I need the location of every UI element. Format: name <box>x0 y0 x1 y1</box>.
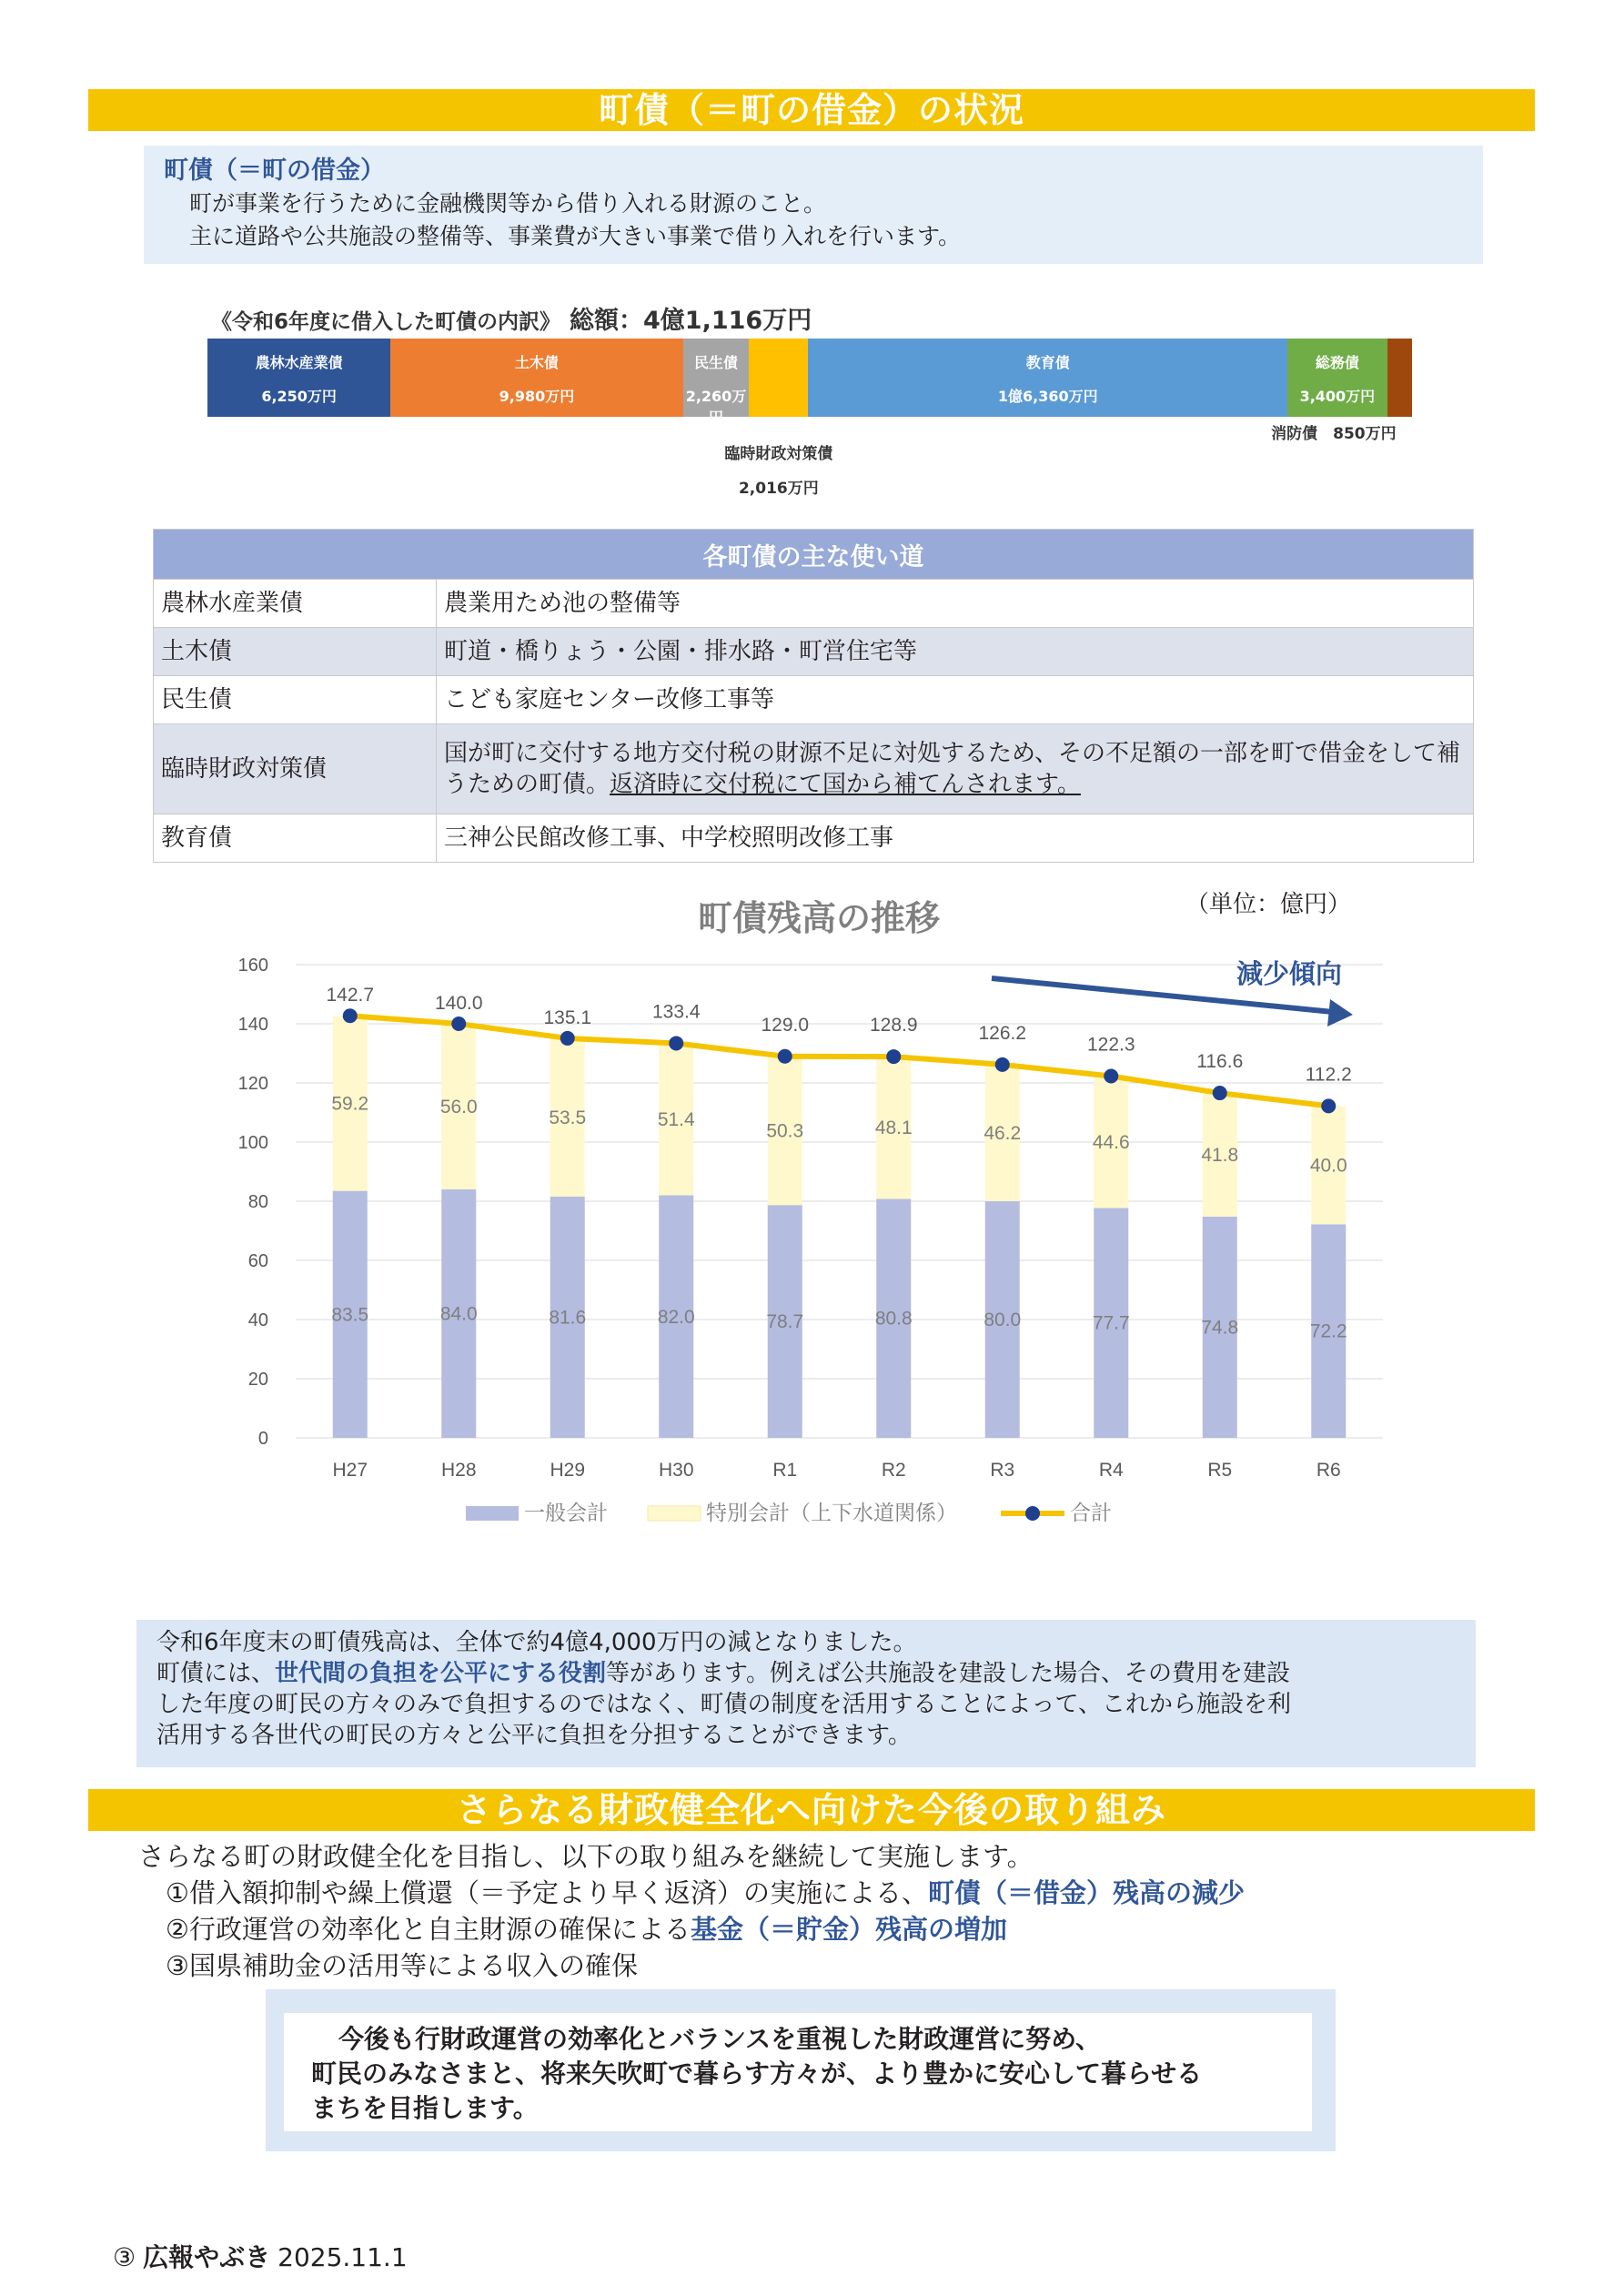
use-name: 農林水産業債 <box>154 580 437 628</box>
total-point <box>778 1049 792 1064</box>
table-row <box>154 580 1474 628</box>
legend-marker-total <box>1025 1506 1040 1521</box>
plan-item-2 <box>138 1911 1245 1947</box>
special-value-label: 53.5 <box>549 1107 587 1128</box>
special-value-label: 51.4 <box>657 1108 695 1130</box>
legend-label-general: 一般会計 <box>524 1501 608 1524</box>
use-name: 臨時財政対策債 <box>154 724 437 814</box>
legend-swatch-special <box>648 1506 701 1521</box>
use-desc: 町道・橋りょう・公園・排水路・町営住宅等 <box>437 628 1474 676</box>
y-tick-label: 60 <box>247 1251 268 1271</box>
total-value-label: 133.4 <box>651 1001 701 1023</box>
plan-item-1 <box>138 1875 1245 1911</box>
y-tick-label: 40 <box>247 1310 268 1330</box>
legend-label-special: 特別会計（上下水道関係） <box>706 1501 957 1524</box>
table-row <box>154 814 1474 863</box>
general-value-label: 82.0 <box>657 1306 695 1328</box>
segment-name: 教育債 <box>1025 354 1070 371</box>
general-value-label: 78.7 <box>766 1311 804 1333</box>
uses-table-header: 各町債の主な使い道 <box>154 530 1474 580</box>
general-value-label: 83.5 <box>331 1304 369 1326</box>
breakdown-segment <box>683 339 750 426</box>
plan-highlight: 町債（＝借金）残高の減少 <box>928 1877 1246 1908</box>
special-value-label: 41.8 <box>1201 1144 1239 1166</box>
section-title-debt: 町債（＝町の借金）の状況 <box>88 89 1535 131</box>
note-text: 等があります。例えば公共施設を建設した場合、その費用を建設 <box>606 1660 1290 1687</box>
breakdown-segment <box>1287 339 1387 417</box>
use-desc: 三神公民館改修工事、中学校照明改修工事 <box>437 814 1474 863</box>
table-row <box>154 676 1474 724</box>
y-tick-label: 100 <box>237 1133 268 1153</box>
goal-statement <box>284 2013 1312 2131</box>
total-point <box>451 1017 466 1031</box>
breakdown-segment <box>1387 339 1412 417</box>
note-line-2 <box>156 1658 1456 1689</box>
note-text: 町債には、 <box>156 1660 276 1687</box>
special-value-label: 46.2 <box>983 1122 1022 1144</box>
x-tick-label: H29 <box>550 1460 586 1481</box>
use-desc-text: 国が町に交付する地方交付税の財源不足に対処するため、その不足額の一部を町で借金をして補うための町債。 <box>444 740 1460 798</box>
use-desc-underlined: 返済時に交付税にて国から補てんされます。 <box>610 771 1081 798</box>
uses-table <box>153 529 1474 863</box>
breakdown-total: 総額：4億1,116万円 <box>570 307 812 335</box>
y-tick-label: 0 <box>257 1429 268 1449</box>
goal-line-3: まちを目指します。 <box>311 2093 539 2123</box>
general-value-label: 77.7 <box>1092 1312 1130 1334</box>
total-value-label: 142.7 <box>326 985 375 1006</box>
x-tick-label: R3 <box>990 1460 1015 1481</box>
use-name: 教育債 <box>154 814 437 863</box>
note-line-1: 令和6年度末の町債残高は、全体で約4億4,000万円の減となりました。 <box>156 1629 917 1656</box>
x-tick-label: R5 <box>1207 1460 1233 1481</box>
segment-value: 6,250万円 <box>261 388 337 405</box>
plan-item-3: ③国県補助金の活用等による収入の確保 <box>166 1950 638 1981</box>
total-value-label: 135.1 <box>543 1006 592 1028</box>
segment-value: 3,400万円 <box>1299 388 1376 405</box>
segment-value: 2,260万円 <box>685 388 747 426</box>
segment-value: 9,980万円 <box>499 388 575 405</box>
total-point <box>1213 1086 1227 1100</box>
y-tick-label: 160 <box>237 956 268 976</box>
segment-callout: 臨時財政対策債 2,016万円 <box>724 445 833 498</box>
segment-callout: 消防債 850万円 <box>1271 425 1397 443</box>
general-value-label: 74.8 <box>1201 1317 1239 1339</box>
note-line-4: 活用する各世代の町民の方々と公平に負担を分担することができます。 <box>156 1722 912 1749</box>
total-point <box>343 1008 358 1023</box>
plan-intro: さらなる町の財政健全化を目指し、以下の取り組みを継続して実施します。 <box>138 1841 1034 1872</box>
definition-heading: 町債（＝町の借金） <box>164 157 385 185</box>
breakdown-title <box>211 300 812 336</box>
x-tick-label: R1 <box>772 1460 798 1481</box>
goal-line-2: 町民のみなさまと、将来矢吹町で暮らす方々が、より豊かに安心して暮らせる <box>311 2058 1203 2089</box>
general-value-label: 84.0 <box>439 1303 478 1325</box>
total-point <box>669 1036 683 1050</box>
total-point <box>886 1049 901 1064</box>
special-value-label: 48.1 <box>874 1118 913 1139</box>
x-tick-label: H30 <box>658 1460 694 1481</box>
y-tick-label: 80 <box>247 1192 268 1212</box>
debt-balance-chart <box>182 874 1456 1547</box>
general-value-label: 80.8 <box>874 1308 913 1330</box>
goal-line-1: 今後も行財政運営の効率化とバランスを重視した財政運営に努め、 <box>338 2024 1102 2054</box>
chart-title: 町債残高の推移 <box>697 900 941 938</box>
total-value-label: 140.0 <box>434 993 483 1014</box>
total-point <box>995 1057 1010 1072</box>
x-tick-label: H28 <box>440 1460 477 1481</box>
total-value-label: 129.0 <box>761 1014 810 1036</box>
plan-highlight: 基金（＝貯金）残高の増加 <box>691 1914 1008 1945</box>
x-tick-label: R2 <box>881 1460 906 1481</box>
page-number: ③ <box>113 2242 136 2272</box>
footer <box>113 2238 408 2274</box>
legend-label-total: 合計 <box>1070 1501 1112 1524</box>
segment-name: 民生債 <box>694 354 739 371</box>
chart-unit: （単位：億円） <box>1185 890 1351 917</box>
legend-swatch-general <box>466 1506 519 1521</box>
special-value-label: 40.0 <box>1309 1155 1347 1177</box>
table-row <box>154 724 1474 814</box>
total-value-label: 122.3 <box>1086 1034 1135 1056</box>
plan-list <box>138 1838 1245 1984</box>
y-tick-label: 120 <box>237 1074 268 1094</box>
special-value-label: 44.6 <box>1092 1132 1130 1153</box>
goal-box <box>266 1989 1336 2151</box>
note-line-3: した年度の町民の方々のみで負担するのではなく、町債の制度を活用することによって、これから施設を利 <box>156 1691 1291 1718</box>
x-tick-label: H27 <box>332 1460 368 1481</box>
use-name: 土木債 <box>154 628 437 676</box>
segment-value: 1億6,360万円 <box>997 388 1098 405</box>
breakdown-heading: 《令和6年度に借入した町債の内訳》 <box>211 310 561 334</box>
definition-box <box>144 146 1483 264</box>
y-tick-label: 20 <box>247 1370 268 1390</box>
total-value-label: 112.2 <box>1305 1064 1352 1086</box>
definition-line-1: 町が事業を行うために金融機関等から借り入れる財源のこと。 <box>189 190 827 217</box>
breakdown-bar <box>207 339 1412 426</box>
use-desc: 農業用ため池の整備等 <box>437 580 1474 628</box>
x-tick-label: R6 <box>1316 1460 1341 1481</box>
breakdown-segment <box>207 339 390 417</box>
issue-date: 2025.11.1 <box>277 2242 408 2272</box>
total-point <box>560 1031 575 1046</box>
breakdown-segment <box>749 339 808 417</box>
use-desc: こども家庭センター改修工事等 <box>437 676 1474 724</box>
segment-name: 土木債 <box>514 354 559 371</box>
table-row <box>154 628 1474 676</box>
use-desc <box>437 724 1474 814</box>
plan-text: ①借入額抑制や繰上償還（＝予定より早く返済）の実施による、 <box>166 1877 928 1908</box>
total-line <box>350 1016 1329 1106</box>
use-name: 民生債 <box>154 676 437 724</box>
plan-text: ②行政運営の効率化と自主財源の確保による <box>166 1914 691 1945</box>
breakdown-segment <box>808 339 1287 417</box>
total-point <box>1104 1069 1118 1084</box>
breakdown-segment <box>390 339 682 417</box>
general-value-label: 80.0 <box>983 1310 1022 1330</box>
publication-name: 広報やぶき <box>143 2242 271 2272</box>
segment-name: 農林水産業債 <box>255 354 343 371</box>
total-value-label: 116.6 <box>1196 1051 1244 1073</box>
definition-line-2: 主に道路や公共施設の整備等、事業費が大きい事業で借り入れを行います。 <box>189 223 962 249</box>
total-value-label: 126.2 <box>978 1022 1027 1044</box>
note-highlight: 世代間の負担を公平にする役割 <box>275 1660 607 1687</box>
special-value-label: 50.3 <box>766 1120 804 1142</box>
total-value-label: 128.9 <box>869 1015 918 1037</box>
total-point <box>1321 1098 1336 1113</box>
segment-name: 総務債 <box>1315 354 1359 371</box>
general-value-label: 81.6 <box>549 1307 587 1329</box>
special-value-label: 56.0 <box>439 1097 478 1118</box>
trend-annotation: 減少傾向 <box>1236 960 1342 989</box>
summary-note <box>136 1620 1476 1767</box>
special-value-label: 59.2 <box>331 1093 369 1115</box>
trend-arrow-head <box>1327 999 1353 1027</box>
y-tick-label: 140 <box>237 1015 268 1035</box>
x-tick-label: R4 <box>1098 1460 1124 1481</box>
general-value-label: 72.2 <box>1309 1320 1347 1342</box>
section-title-future: さらなる財政健全化へ向けた今後の取り組み <box>88 1789 1535 1831</box>
